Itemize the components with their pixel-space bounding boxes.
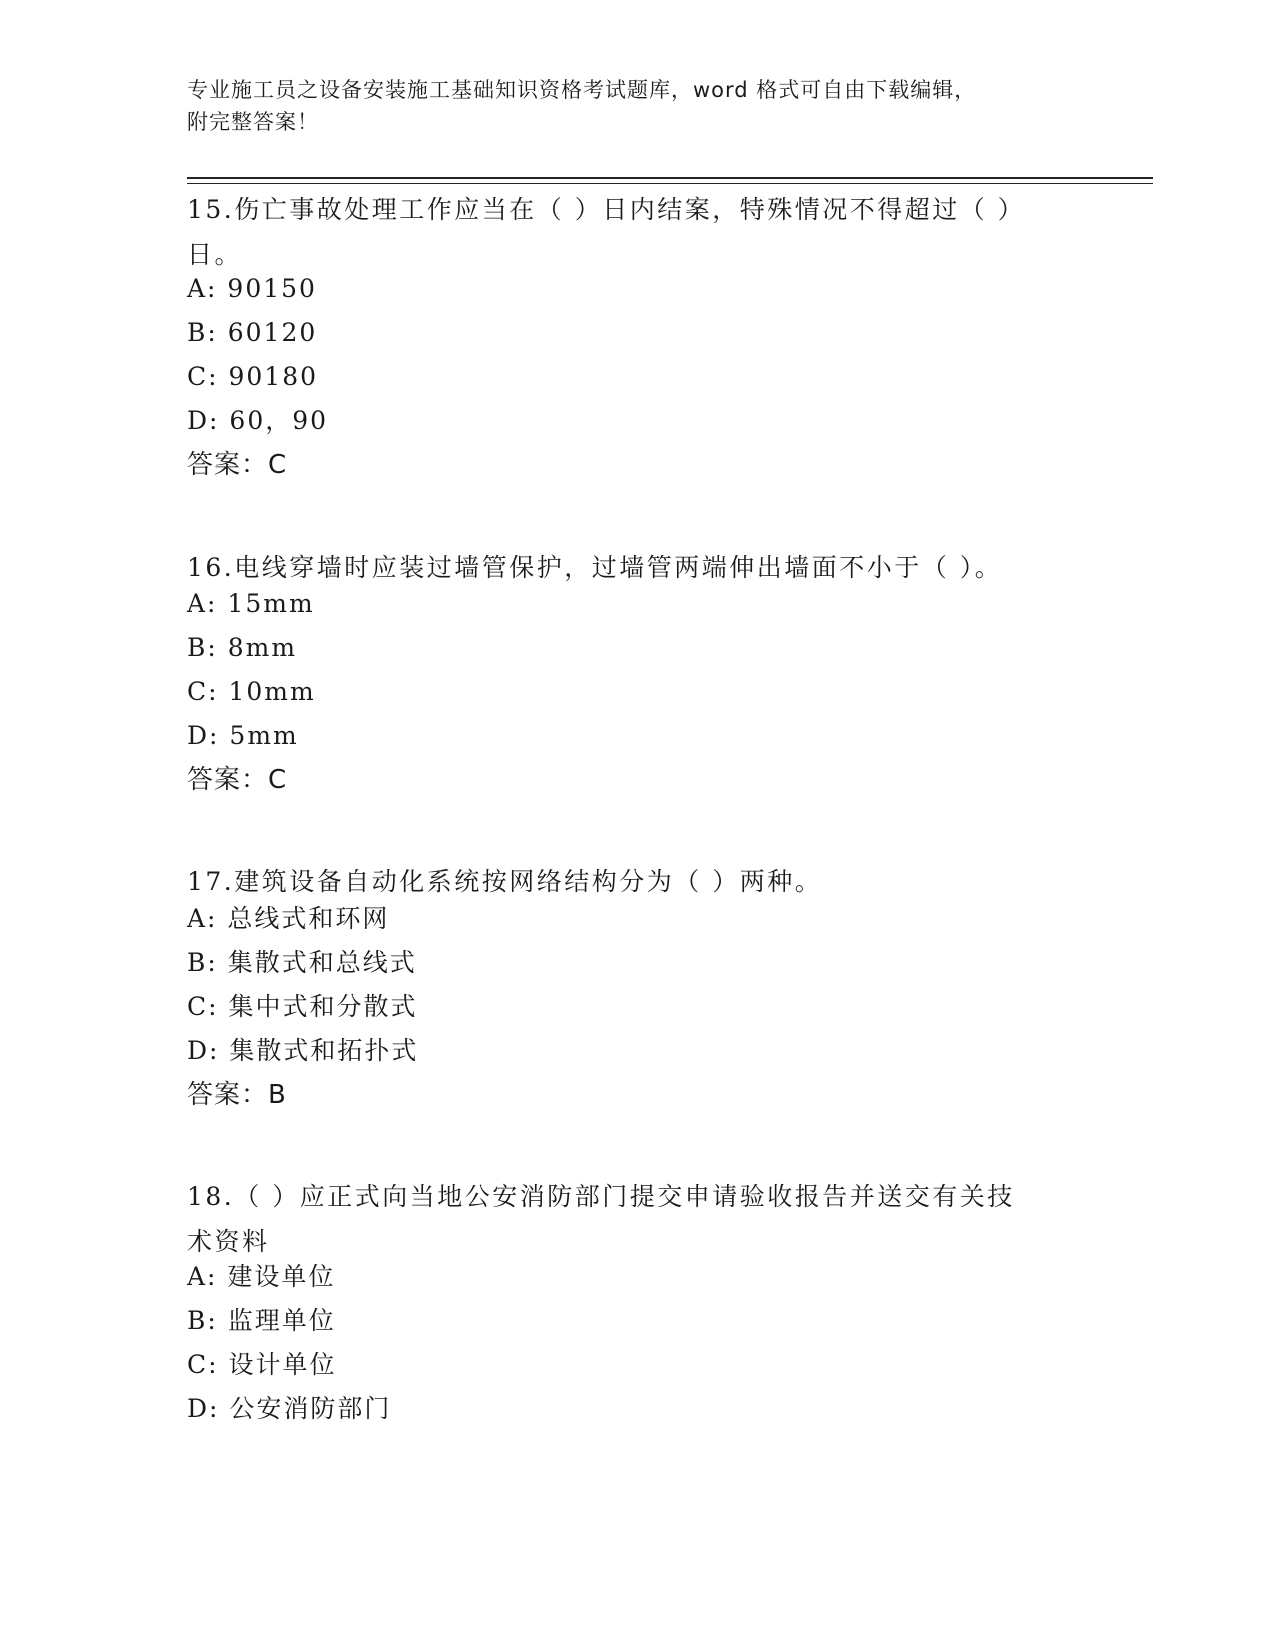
- question-15-line-1: 15.伤亡事故处理工作应当在（ ）日内结案，特殊情况不得超过（ ）: [187, 195, 1026, 224]
- question-18-option-d: D: 公安消防部门: [187, 1394, 392, 1423]
- question-18-line-1: 18.（ ）应正式向当地公安消防部门提交申请验收报告并送交有关技: [187, 1182, 1015, 1211]
- question-15-line-2: 日。: [187, 240, 243, 269]
- question-18-text: [187, 1174, 1067, 1264]
- question-17-text: [187, 859, 1067, 904]
- question-15-answer: 答案：C: [187, 450, 288, 480]
- question-15-option-b: B: 60120: [187, 318, 318, 347]
- question-16-line-1: 16.电线穿墙时应装过墙管保护，过墙管两端伸出墙面不小于（ ）。: [187, 553, 1003, 582]
- question-16-answer: 答案：C: [187, 765, 288, 795]
- question-18-option-b: B: 监理单位: [187, 1306, 336, 1335]
- question-18-line-2: 术资料: [187, 1227, 270, 1256]
- header-divider-thin: [187, 183, 1153, 184]
- question-17-option-d: D: 集散式和拓扑式: [187, 1036, 419, 1065]
- question-16-option-d: D: 5mm: [187, 721, 299, 750]
- header-divider-thick: [187, 177, 1153, 179]
- document-header: [187, 74, 1067, 138]
- question-16-option-a: A: 15mm: [187, 589, 315, 618]
- question-18-option-c: C: 设计单位: [187, 1350, 337, 1379]
- question-17-answer: 答案：B: [187, 1080, 287, 1110]
- question-15-option-d: D: 60，90: [187, 406, 329, 435]
- question-17-line-1: 17.建筑设备自动化系统按网络结构分为（ ）两种。: [187, 867, 823, 896]
- question-16-option-c: C: 10mm: [187, 677, 316, 706]
- question-15-option-a: A: 90150: [187, 274, 317, 303]
- question-16-option-b: B: 8mm: [187, 633, 298, 662]
- question-15-text: [187, 187, 1067, 277]
- header-line-1: 专业施工员之设备安装施工基础知识资格考试题库，word 格式可自由下载编辑，: [187, 78, 977, 102]
- question-18-option-a: A: 建设单位: [187, 1262, 336, 1291]
- question-17-option-c: C: 集中式和分散式: [187, 992, 418, 1021]
- header-line-2: 附完整答案！: [187, 110, 319, 134]
- question-17-option-b: B: 集散式和总线式: [187, 948, 417, 977]
- question-15-option-c: C: 90180: [187, 362, 319, 391]
- question-17-option-a: A: 总线式和环网: [187, 904, 390, 933]
- question-16-text: [187, 545, 1067, 590]
